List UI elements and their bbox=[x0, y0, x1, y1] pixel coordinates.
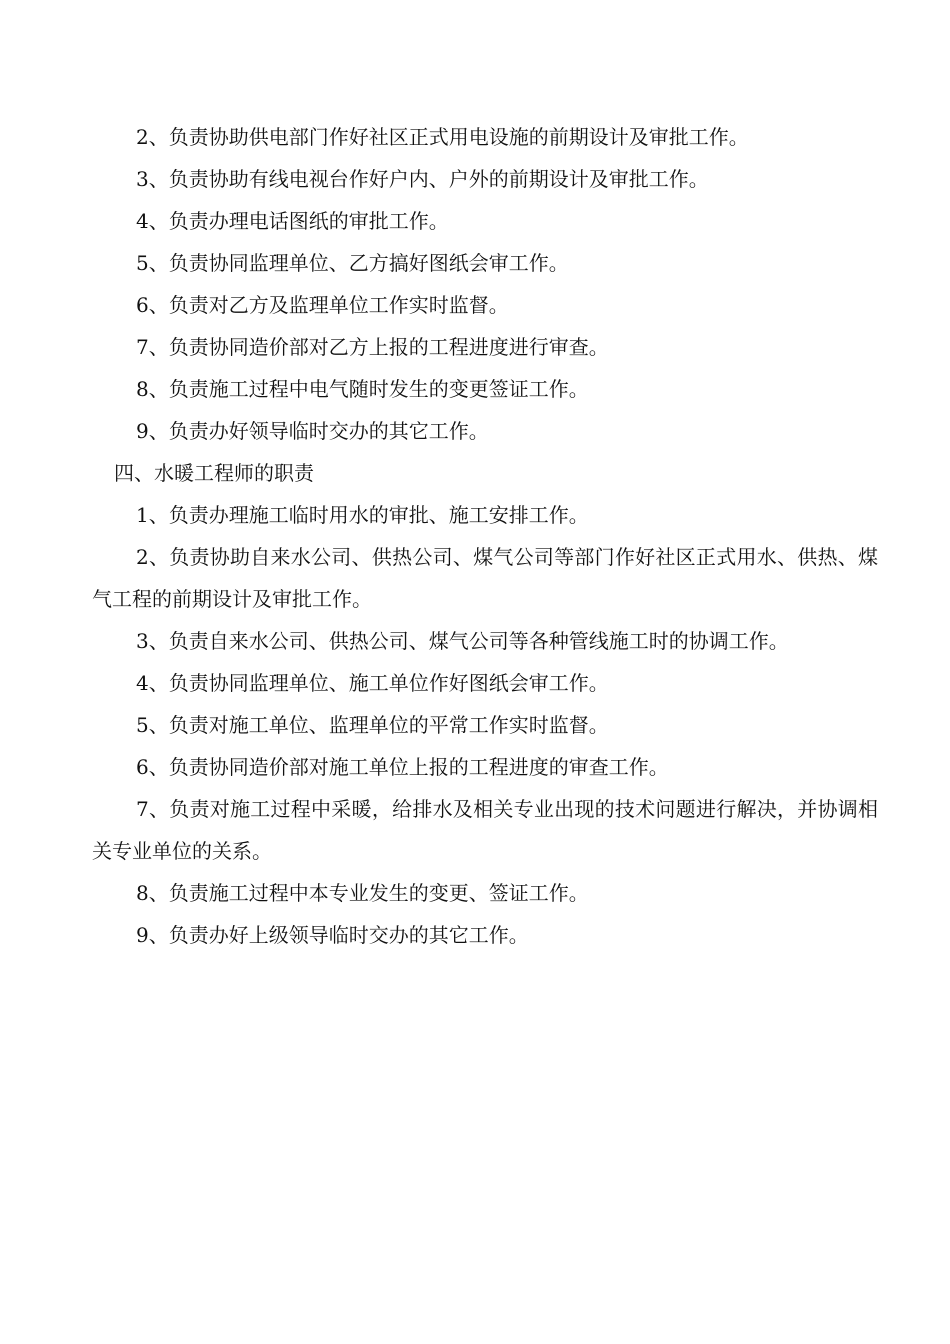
section-four-item-7: 7、负责对施工过程中采暖，给排水及相关专业出现的技术问题进行解决，并协调相关专业单位的关系。 bbox=[92, 797, 878, 863]
section-four-item-5: 5、负责对施工单位、监理单位的平常工作实时监督。 bbox=[136, 713, 609, 737]
section-three-item-2: 2、负责协助供电部门作好社区正式用电设施的前期设计及审批工作。 bbox=[136, 125, 749, 149]
section-four-item-4: 4、负责协同监理单位、施工单位作好图纸会审工作。 bbox=[136, 671, 609, 695]
section-four-item-8: 8、负责施工过程中本专业发生的变更、签证工作。 bbox=[136, 881, 589, 905]
section-three-item-8: 8、负责施工过程中电气随时发生的变更签证工作。 bbox=[136, 377, 589, 401]
section-three-item-3: 3、负责协助有线电视台作好户内、户外的前期设计及审批工作。 bbox=[136, 167, 709, 191]
document-body bbox=[92, 116, 878, 956]
section-four-item-9: 9、负责办好上级领导临时交办的其它工作。 bbox=[136, 923, 529, 947]
section-four-item-3: 3、负责自来水公司、供热公司、煤气公司等各种管线施工时的协调工作。 bbox=[136, 629, 789, 653]
section-four-item-2: 2、负责协助自来水公司、供热公司、煤气公司等部门作好社区正式用水、供热、煤气工程的前期设计及审批工作。 bbox=[92, 545, 878, 611]
section-three-item-9: 9、负责办好领导临时交办的其它工作。 bbox=[136, 419, 489, 443]
section-four-item-1: 1、负责办理施工临时用水的审批、施工安排工作。 bbox=[136, 503, 589, 527]
section-three-item-7: 7、负责协同造价部对乙方上报的工程进度进行审查。 bbox=[136, 335, 609, 359]
section-three-item-4: 4、负责办理电话图纸的审批工作。 bbox=[136, 209, 449, 233]
section-three-item-5: 5、负责协同监理单位、乙方搞好图纸会审工作。 bbox=[136, 251, 569, 275]
section-three-item-6: 6、负责对乙方及监理单位工作实时监督。 bbox=[136, 293, 509, 317]
section-four-item-6: 6、负责协同造价部对施工单位上报的工程进度的审查工作。 bbox=[136, 755, 669, 779]
section-four-heading: 四、水暖工程师的职责 bbox=[114, 461, 314, 485]
